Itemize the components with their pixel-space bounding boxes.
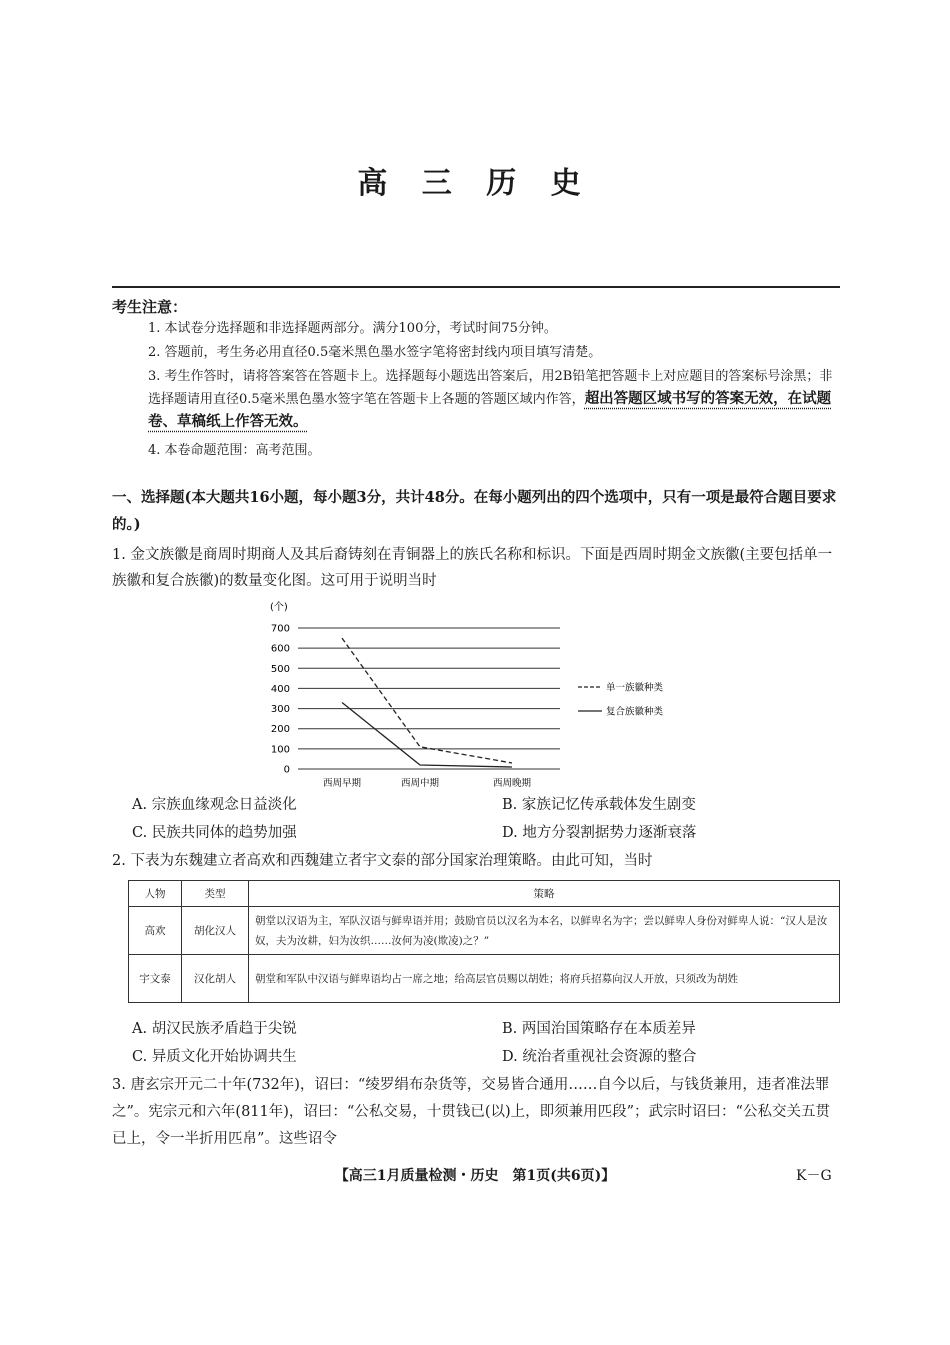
y-tick-label: 700 (270, 623, 290, 635)
y-tick-label: 400 (270, 683, 290, 695)
chart-legend (578, 682, 664, 718)
option-d: D. 地方分裂割据势力逐渐衰落 (502, 825, 697, 841)
option-c: C. 异质文化开始协调共生 (132, 1049, 297, 1065)
option-b: B. 两国治国策略存在本质差异 (502, 1021, 696, 1037)
notice-item: 1. 本试卷分选择题和非选择题两部分。满分100分，考试时间75分钟。 (148, 321, 557, 336)
y-tick-label: 600 (270, 643, 290, 655)
table-row (129, 955, 840, 1003)
table-cell: 高欢 (129, 907, 182, 955)
x-tick-label: 西周早期 (322, 778, 362, 789)
table-cell: 朝堂以汉语为主，军队汉语与鲜卑语并用；鼓励官员以汉名为本名，以鲜卑名为字；尝以鲜卑人身份对鲜卑人说：“汉人是汝奴，夫为汝耕，妇为汝织……汝何为凌(欺凌)之？” (249, 907, 840, 955)
question-3-stem: 3. 唐玄宗开元二十年(732年)，诏曰：“绫罗绢布杂货等，交易皆合通用……自今以后，与钱货兼用，违者准法罪之”。宪宗元和六年(811年)，诏曰：“公私交易，十贯钱已(以)上，即须兼用匹段”；武宗时诏曰：“公私交关五贯已上，令一半折用匹帛”。这些诏令 (112, 1077, 830, 1147)
chart-y-label: (个) (270, 602, 288, 613)
option-a: A. 胡汉民族矛盾趋于尖锐 (132, 1021, 297, 1037)
table-cell: 朝堂和军队中汉语与鲜卑语均占一席之地；给高层官员赐以胡姓；将府兵招募向汉人开放，只须改为胡姓 (249, 955, 840, 1003)
notice-item (148, 366, 838, 434)
option-b: B. 家族记忆传承载体发生剧变 (502, 797, 696, 813)
table-row (129, 907, 840, 955)
y-tick-label: 300 (270, 704, 290, 716)
legend-label: 复合族徽种类 (606, 706, 664, 718)
chart-x-ticks (323, 777, 532, 789)
notice-item: 2. 答题前，考生务必用直径0.5毫米黑色墨水签字笔将密封线内项目填写清楚。 (148, 345, 602, 360)
question-2-stem: 2. 下表为东魏建立者高欢和西魏建立者宇文泰的部分国家治理策略。由此可知，当时 (112, 853, 653, 869)
q1-line-chart (250, 598, 720, 794)
question-1-stem: 1. 金文族徽是商周时期商人及其后裔铸刻在青铜器上的族氏名称和标识。下面是西周时期金文族徽(主要包括单一族徽和复合族徽)的数量变化图。这可用于说明当时 (112, 547, 833, 589)
chart-grid (298, 628, 560, 769)
table-header: 策略 (249, 881, 840, 907)
y-tick-label: 100 (270, 744, 290, 756)
option-d: D. 统治者重视社会资源的整合 (502, 1049, 697, 1065)
x-tick-label: 西周中期 (400, 778, 440, 789)
chart-y-ticks (271, 624, 290, 776)
section-heading: 一、选择题(本大题共16小题，每小题3分，共计48分。在每小题列出的四个选项中，只有一项是最符合题目要求的。) (112, 489, 837, 533)
legend-label: 单一族徽种类 (606, 682, 664, 694)
notice-item-text: 3. 考生作答时，请将答案答在答题卡上。选择题每小题选出答案后，用2B铅笔把答题卡上对应题目的答案标号涂黑；非选择题请用直径0.5毫米黑色墨水签字笔在答题卡上各题的答题区域内作答， (148, 369, 833, 407)
q2-table (128, 880, 840, 1003)
table-header: 类型 (182, 881, 249, 907)
option-c: C. 民族共同体的趋势加强 (132, 825, 297, 841)
y-tick-label: 200 (270, 724, 290, 736)
table-header: 人物 (129, 881, 182, 907)
page-title: 高 三 历 史 (357, 166, 593, 201)
footer-code: K－G (796, 1168, 832, 1184)
table-cell: 汉化胡人 (182, 955, 249, 1003)
notice-heading: 考生注意： (112, 298, 188, 316)
series-line (342, 703, 512, 768)
notice-item: 4. 本卷命题范围：高考范围。 (148, 443, 321, 458)
page-footer: 【高三1月质量检测・历史 第1页(共6页)】 (334, 1168, 616, 1184)
y-tick-label: 0 (283, 764, 290, 776)
x-tick-label: 西周晚期 (492, 778, 532, 789)
table-cell: 宇文泰 (129, 955, 182, 1003)
y-tick-label: 500 (270, 663, 290, 675)
table-header-row (129, 881, 840, 907)
option-a: A. 宗族血缘观念日益淡化 (132, 797, 297, 813)
notice-emphasis: 超出答题区域书写的答案无效，在试题卷、草稿纸上作答无效。 (148, 390, 832, 430)
chart-series (342, 638, 512, 767)
title-divider (112, 286, 840, 288)
series-line (342, 638, 512, 763)
table-cell: 胡化汉人 (182, 907, 249, 955)
